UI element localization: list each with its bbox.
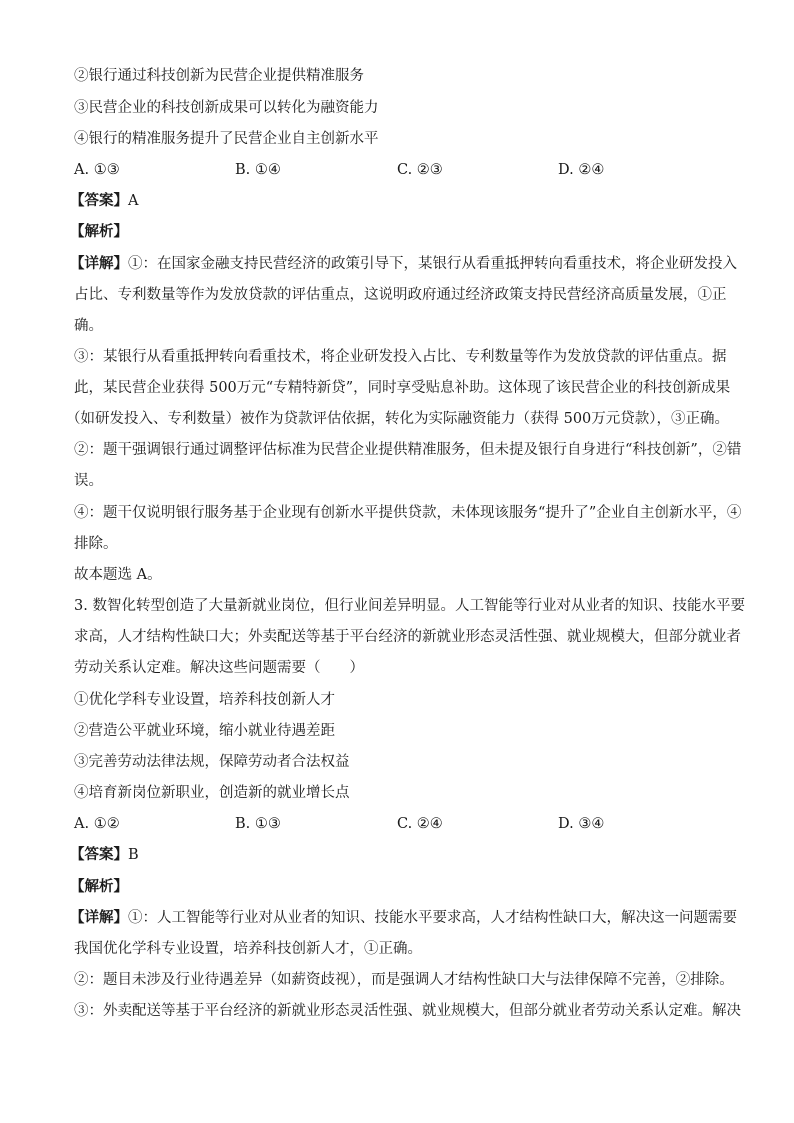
q2-detail-line: 误。 — [74, 473, 103, 489]
q2-option-4: ④银行的精准服务提升了民营企业自主创新水平 — [74, 131, 379, 147]
q2-choice-b: B. ①④ — [235, 162, 281, 178]
q2-detail-line: 此，某民营企业获得 500万元“专精特新贷”，同时享受贴息补助。这体现了该民营企业的科技创新成果 — [74, 380, 731, 396]
q2-choice-d: D. ②④ — [558, 162, 605, 178]
q3-detail-line: 【详解】①：人工智能等行业对从业者的知识、技能水平要求高，人才结构性缺口大，解决这一问题需要 — [70, 909, 737, 926]
q2-detail-line: 排除。 — [74, 536, 118, 552]
q3-detail-line: ②：题目未涉及行业待遇差异（如薪资歧视），而是强调人才结构性缺口大与法律保障不完善，②排除。 — [74, 972, 734, 988]
q3-choice-d: D. ③④ — [558, 816, 605, 832]
q3-choices — [74, 814, 734, 834]
q3-choice-c: C. ②④ — [397, 816, 443, 832]
q2-option-2: ②银行通过科技创新为民营企业提供精准服务 — [74, 68, 364, 84]
q3-choice-a: A. ①② — [74, 816, 120, 832]
q2-detail-line: （如研发投入、专利数量）被作为贷款评估依据，转化为实际融资能力（获得 500万元贷款），③正确。 — [66, 411, 730, 427]
q3-stem-line: 求高，人才结构性缺口大；外卖配送等基于平台经济的新就业形态灵活性强、就业规模大，但部分就业者 — [74, 629, 741, 645]
detail-label: 【详解】 — [70, 255, 128, 272]
q3-stem-line: 3. 数智化转型创造了大量新就业岗位，但行业间差异明显。人工智能等行业对从业者的知识、技能水平要 — [74, 598, 745, 614]
q3-option-1: ①优化学科专业设置，培养科技创新人才 — [74, 692, 335, 708]
q3-option-3: ③完善劳动法律法规，保障劳动者合法权益 — [74, 754, 350, 770]
answer-label: 【答案】 — [70, 192, 128, 209]
q2-choices — [74, 160, 734, 180]
q3-detail-line: ③：外卖配送等基于平台经济的新就业形态灵活性强、就业规模大，但部分就业者劳动关系认定难。解决 — [74, 1003, 741, 1019]
q2-detail-line: ②：题干强调银行通过调整评估标准为民营企业提供精准服务，但未提及银行自身进行“科技创新”，②错 — [74, 442, 742, 458]
q2-detail-line: 【详解】①：在国家金融支持民营经济的政策引导下，某银行从看重抵押转向看重技术，将企业研发投入 — [70, 255, 737, 272]
q2-detail-line: 占比、专利数量等作为发放贷款的评估重点，这说明政府通过经济政策支持民营经济高质量发展，①正 — [74, 287, 727, 303]
q2-choice-c: C. ②③ — [397, 162, 443, 178]
q3-stem-line: 劳动关系认定难。解决这些问题需要（ ） — [74, 660, 364, 676]
answer-value: A — [128, 193, 139, 209]
detail-label: 【详解】 — [70, 909, 128, 926]
q3-choice-b: B. ①③ — [235, 816, 281, 832]
q3-answer — [70, 845, 139, 865]
q3-detail-line: 我国优化学科专业设置，培养科技创新人才，①正确。 — [74, 941, 422, 957]
q3-option-4: ④培育新岗位新职业，创造新的就业增长点 — [74, 785, 350, 801]
q2-analysis-label: 【解析】 — [70, 223, 128, 240]
q2-detail-line: ④：题干仅说明银行服务基于企业现有创新水平提供贷款，未体现该服务“提升了”企业自主创新水平，④ — [74, 505, 742, 521]
q3-option-2: ②营造公平就业环境，缩小就业待遇差距 — [74, 723, 335, 739]
q3-analysis-label: 【解析】 — [70, 878, 128, 895]
q2-option-3: ③民营企业的科技创新成果可以转化为融资能力 — [74, 100, 379, 116]
answer-label: 【答案】 — [70, 846, 128, 863]
q2-detail-line: ③：某银行从看重抵押转向看重技术，将企业研发投入占比、专利数量等作为发放贷款的评估重点。据 — [74, 349, 727, 365]
q2-conclusion: 故本题选 A。 — [74, 567, 162, 583]
q2-answer — [70, 191, 138, 211]
q2-choice-a: A. ①③ — [74, 162, 120, 178]
q2-detail-line: 确。 — [74, 318, 103, 334]
answer-value: B — [128, 847, 139, 863]
